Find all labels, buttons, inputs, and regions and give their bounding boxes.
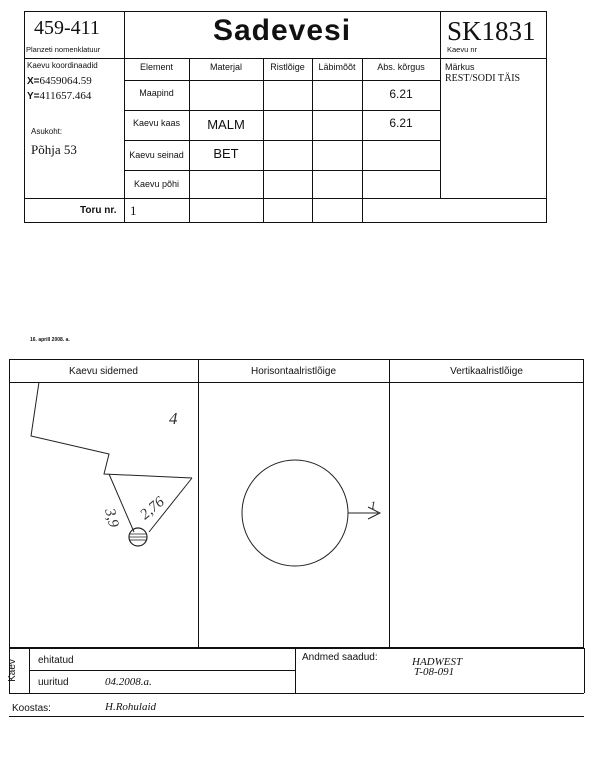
divider: [124, 140, 440, 141]
pipe-value: 1: [130, 203, 137, 218]
panel-title-horizontal: Horisontaalristlõige: [250, 366, 337, 377]
map-number-label: Planzeti nomenklatuur: [26, 45, 101, 54]
source-company: HADWEST: [412, 656, 463, 668]
divider: [9, 648, 584, 649]
annotation-3-9: 3,9: [101, 506, 122, 530]
date-note: 16. aprill 2008. a.: [30, 337, 70, 343]
remark-value: REST/SODI TÄIS: [445, 73, 521, 84]
row-element: Kaevu kaas: [132, 118, 181, 128]
divider: [440, 58, 441, 198]
divider: [24, 58, 547, 59]
well-id: SK1831: [447, 16, 536, 46]
row-element: Maapind: [139, 88, 174, 98]
divider: [389, 359, 390, 648]
well-side-label: Kaev: [6, 659, 18, 682]
signature-line: [9, 716, 584, 717]
y-coordinate: Y=411657.464: [27, 90, 92, 102]
divider: [584, 648, 585, 693]
building-outline: [31, 382, 192, 478]
panel-title-ties: Kaevu sidemed: [69, 366, 138, 377]
divider: [124, 170, 440, 171]
divider: [29, 670, 295, 671]
location-sketch: [9, 382, 198, 648]
well-circle: [242, 460, 348, 566]
location-label: Asukoht:: [31, 127, 63, 136]
source-label: Andmed saadud:: [302, 652, 378, 663]
row-material: MALM: [207, 117, 245, 132]
divider: [124, 80, 440, 81]
header-abs-height: Abs. kõrgus: [377, 62, 425, 72]
header-diameter: Läbimõõt: [318, 62, 356, 72]
header-remark: Märkus: [445, 62, 475, 72]
row-element: Kaevu põhi: [133, 179, 180, 189]
row-abs-height: 6.21: [389, 87, 413, 101]
well-id-label: Kaevu nr: [447, 45, 478, 54]
x-coordinate: X=6459064.59: [27, 75, 92, 87]
location-value: Põhja 53: [31, 142, 77, 157]
pipe-label: Toru nr.: [80, 205, 117, 216]
page-title: Sadevesi: [212, 14, 352, 47]
source-code: T-08-091: [414, 666, 455, 678]
divider: [440, 11, 441, 59]
row-material: BET: [213, 146, 239, 161]
author-label: Koostas:: [12, 703, 51, 714]
surveyed-label: uuritud: [38, 677, 69, 688]
row-element: Kaevu seinad: [129, 150, 184, 160]
divider: [124, 110, 440, 111]
row-abs-height: 6.21: [389, 116, 413, 130]
header-material: Materjal: [209, 62, 242, 72]
map-number: 459-411: [34, 17, 100, 39]
built-label: ehitatud: [38, 655, 74, 666]
horizontal-section-sketch: [198, 382, 389, 648]
annotation-2-76: 2,76: [137, 493, 168, 524]
arrow-label: 1: [370, 498, 376, 512]
surveyed-value: 04.2008.a.: [105, 676, 152, 688]
author-value: H.Rohulaid: [105, 701, 157, 713]
divider: [9, 693, 584, 694]
header-element: Element: [139, 62, 174, 72]
divider: [295, 648, 296, 693]
header-cross-section: Ristlõige: [270, 62, 305, 72]
panel-title-vertical: Vertikaalristlõige: [450, 366, 523, 377]
divider: [24, 198, 547, 199]
annotation-4: 4: [169, 409, 178, 428]
coordinates-label: Kaevu koordinaadid: [27, 61, 98, 70]
